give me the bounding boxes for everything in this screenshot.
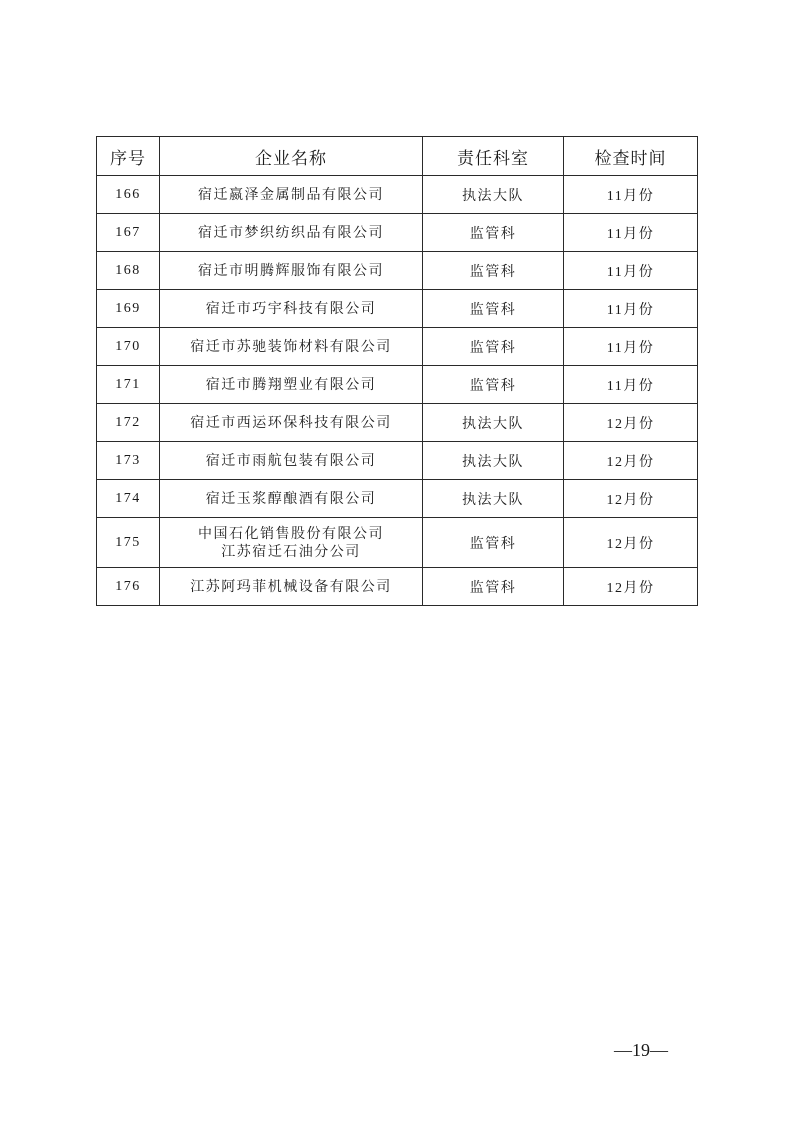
header-row (97, 137, 698, 176)
table-row (97, 252, 698, 290)
company-name-line: 宿迁市明腾辉服饰有限公司 (198, 262, 384, 279)
inspection-time-cell: 11月份 (564, 328, 698, 366)
serial-number-cell: 173 (97, 442, 160, 480)
page-number: —19— (614, 1040, 668, 1060)
serial-number-cell: 172 (97, 404, 160, 442)
responsible-department-cell: 监管科 (423, 366, 564, 404)
responsible-department-cell: 执法大队 (423, 176, 564, 214)
inspection-time-cell: 11月份 (564, 366, 698, 404)
responsible-department-cell: 监管科 (423, 568, 564, 606)
company-name-line: 宿迁市梦织纺织品有限公司 (198, 224, 384, 241)
company-name-line: 宿迁市巧宇科技有限公司 (205, 300, 377, 317)
company-name-cell (160, 176, 423, 214)
responsible-department-cell: 监管科 (423, 328, 564, 366)
company-name-cell (160, 290, 423, 328)
company-name-line: 宿迁市雨航包装有限公司 (205, 452, 377, 469)
company-name-line: 宿迁市腾翔塑业有限公司 (205, 376, 377, 393)
inspection-table (96, 136, 698, 606)
serial-number-cell: 175 (97, 518, 160, 568)
inspection-time-cell: 11月份 (564, 176, 698, 214)
company-name-cell (160, 328, 423, 366)
serial-number-cell: 169 (97, 290, 160, 328)
serial-number-cell: 171 (97, 366, 160, 404)
company-name-cell (160, 252, 423, 290)
serial-number-cell: 176 (97, 568, 160, 606)
serial-number-cell: 167 (97, 214, 160, 252)
inspection-time-cell: 11月份 (564, 214, 698, 252)
inspection-time-cell: 12月份 (564, 568, 698, 606)
company-name-line: 中国石化销售股份有限公司 (198, 525, 384, 542)
table-row (97, 518, 698, 568)
table-row (97, 214, 698, 252)
table-row (97, 404, 698, 442)
serial-number-cell: 174 (97, 480, 160, 518)
company-name-line: 江苏宿迁石油分公司 (221, 543, 361, 560)
inspection-time-cell: 12月份 (564, 518, 698, 568)
table-row (97, 366, 698, 404)
header-responsible-department: 责任科室 (423, 137, 564, 176)
company-name-cell (160, 568, 423, 606)
table-row (97, 568, 698, 606)
responsible-department-cell: 监管科 (423, 290, 564, 328)
company-name-cell (160, 442, 423, 480)
company-name-cell (160, 214, 423, 252)
inspection-time-cell: 11月份 (564, 252, 698, 290)
company-name-line: 宿迁市西运环保科技有限公司 (190, 414, 392, 431)
serial-number-cell: 166 (97, 176, 160, 214)
header-inspection-time: 检查时间 (564, 137, 698, 176)
responsible-department-cell: 执法大队 (423, 480, 564, 518)
responsible-department-cell: 监管科 (423, 214, 564, 252)
table-body (97, 176, 698, 606)
company-name-line: 宿迁市苏驰装饰材料有限公司 (190, 338, 392, 355)
table-row (97, 480, 698, 518)
table-row (97, 290, 698, 328)
responsible-department-cell: 监管科 (423, 518, 564, 568)
company-name-cell (160, 518, 423, 568)
company-name-line: 宿迁玉浆醇酿酒有限公司 (205, 490, 377, 507)
serial-number-cell: 170 (97, 328, 160, 366)
inspection-time-cell: 12月份 (564, 480, 698, 518)
company-name-line: 宿迁嬴泽金属制品有限公司 (198, 186, 384, 203)
responsible-department-cell: 执法大队 (423, 442, 564, 480)
company-name-line: 江苏阿玛菲机械设备有限公司 (190, 578, 392, 595)
header-serial-number: 序号 (97, 137, 160, 176)
table-row (97, 442, 698, 480)
inspection-time-cell: 12月份 (564, 404, 698, 442)
table-row (97, 176, 698, 214)
responsible-department-cell: 执法大队 (423, 404, 564, 442)
company-name-cell (160, 366, 423, 404)
company-name-cell (160, 480, 423, 518)
responsible-department-cell: 监管科 (423, 252, 564, 290)
company-name-cell (160, 404, 423, 442)
table-row (97, 328, 698, 366)
inspection-time-cell: 11月份 (564, 290, 698, 328)
serial-number-cell: 168 (97, 252, 160, 290)
table-header (97, 137, 698, 176)
header-company-name: 企业名称 (160, 137, 423, 176)
inspection-time-cell: 12月份 (564, 442, 698, 480)
